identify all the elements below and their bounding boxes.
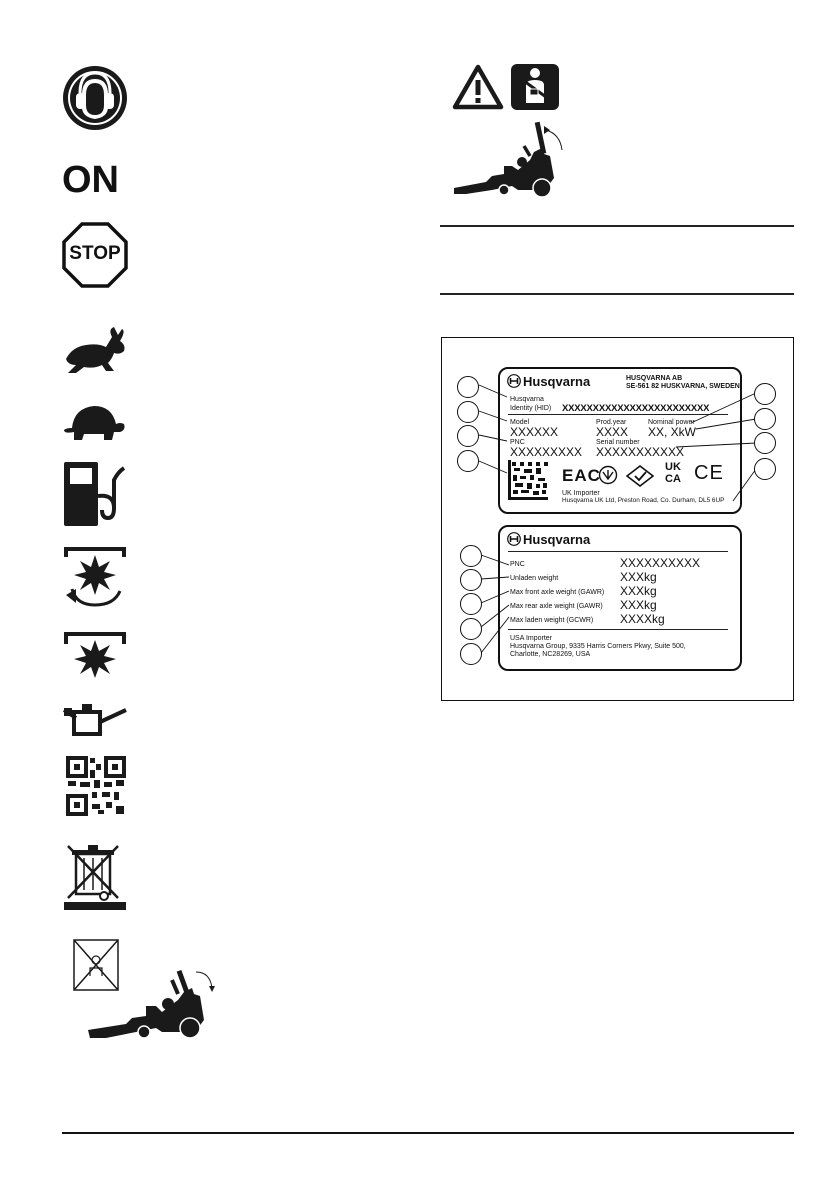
us-row-value: XXXkg [620,570,657,584]
seatbelt-icon [510,63,560,111]
eu-pnc-value: XXXXXXXXX [510,445,583,459]
eu-address: SE-561 82 HUSKVARNA, SWEDEN [626,383,740,390]
us-row-label: PNC [510,561,525,568]
rabbit-fast-icon [62,325,128,375]
qr-code-icon [66,756,126,816]
us-brand: Husqvarna [523,532,591,547]
callout-13 [460,643,482,665]
callout-7 [754,432,776,454]
eu-model-label: Model [510,419,530,426]
eu-identity-label: Identity (HID) [510,405,552,412]
divider-top [440,225,794,227]
eu-serial-label: Serial number [596,439,640,446]
eu-pnc-label: PNC [510,439,525,446]
eu-brand-line: Husqvarna [510,396,544,403]
us-importer-line1: Husqvarna Group, 9335 Harris Corners Pkwy, Suite 500, [510,643,686,650]
eu-importer-title: UK Importer [562,490,600,497]
stop-text: STOP [69,243,121,264]
callout-1 [457,376,479,398]
eu-model-value: XXXXXX [510,425,559,439]
callout-3 [457,425,479,447]
us-row-label: Max laden weight (GCWR) [510,617,594,624]
turtle-slow-icon [62,400,128,442]
eu-ukca-bottom: CA [665,473,681,485]
oil-can-icon [62,700,128,738]
warning-triangle-icon [452,64,504,110]
eu-eac-mark: EAC [562,466,601,485]
rops-mower-icon [452,116,572,204]
footer-rule [62,1132,794,1134]
weee-disposal-icon [62,840,128,912]
callout-9 [460,545,482,567]
fuel-icon [62,458,128,528]
us-importer-title: USA Importer [510,635,553,642]
eu-prod-year-label: Prod.year [596,419,627,426]
ear-protection-icon [62,65,128,131]
eu-nominal-power-label: Nominal power [648,419,695,426]
us-row-value: XXXXXXXXXX [620,556,701,570]
callout-leaders [441,337,794,701]
callout-6 [754,408,776,430]
us-row-value: XXXXkg [620,612,665,626]
us-row-label: Max front axle weight (GAWR) [510,589,605,596]
callout-2 [457,401,479,423]
callout-5 [754,383,776,405]
eu-company: HUSQVARNA AB [626,375,683,382]
callout-8 [754,458,776,480]
us-importer-line2: Charlotte, NC28269, USA [510,651,591,658]
callout-10 [460,569,482,591]
eu-identity-value: XXXXXXXXXXXXXXXXXXXXXXXX [562,403,710,414]
eu-ce-mark: CE [694,462,724,484]
divider-bottom [440,293,794,295]
us-row-value: XXXkg [620,584,657,598]
us-row-value: XXXkg [620,598,657,612]
us-row-label: Unladen weight [510,575,559,582]
callout-11 [460,593,482,615]
engine-start-icon [62,545,128,611]
engine-run-icon [62,630,128,680]
eu-brand: Husqvarna [523,374,591,389]
eu-prod-year-value: XXXX [596,425,629,439]
eu-ukca-top: UK [665,461,681,473]
on-symbol: ON [62,159,119,201]
eu-importer-text: Husqvarna UK Ltd, Preston Road, Co. Durham, DL5 6UP [562,497,725,504]
callout-12 [460,618,482,640]
us-row-label: Max rear axle weight (GAWR) [510,603,603,610]
no-passenger-mower-icon [66,936,226,1046]
callout-4 [457,450,479,472]
eu-nominal-power-value: XX, XkW [648,425,697,439]
eu-serial-value: XXXXXXXXXXX [596,445,685,459]
